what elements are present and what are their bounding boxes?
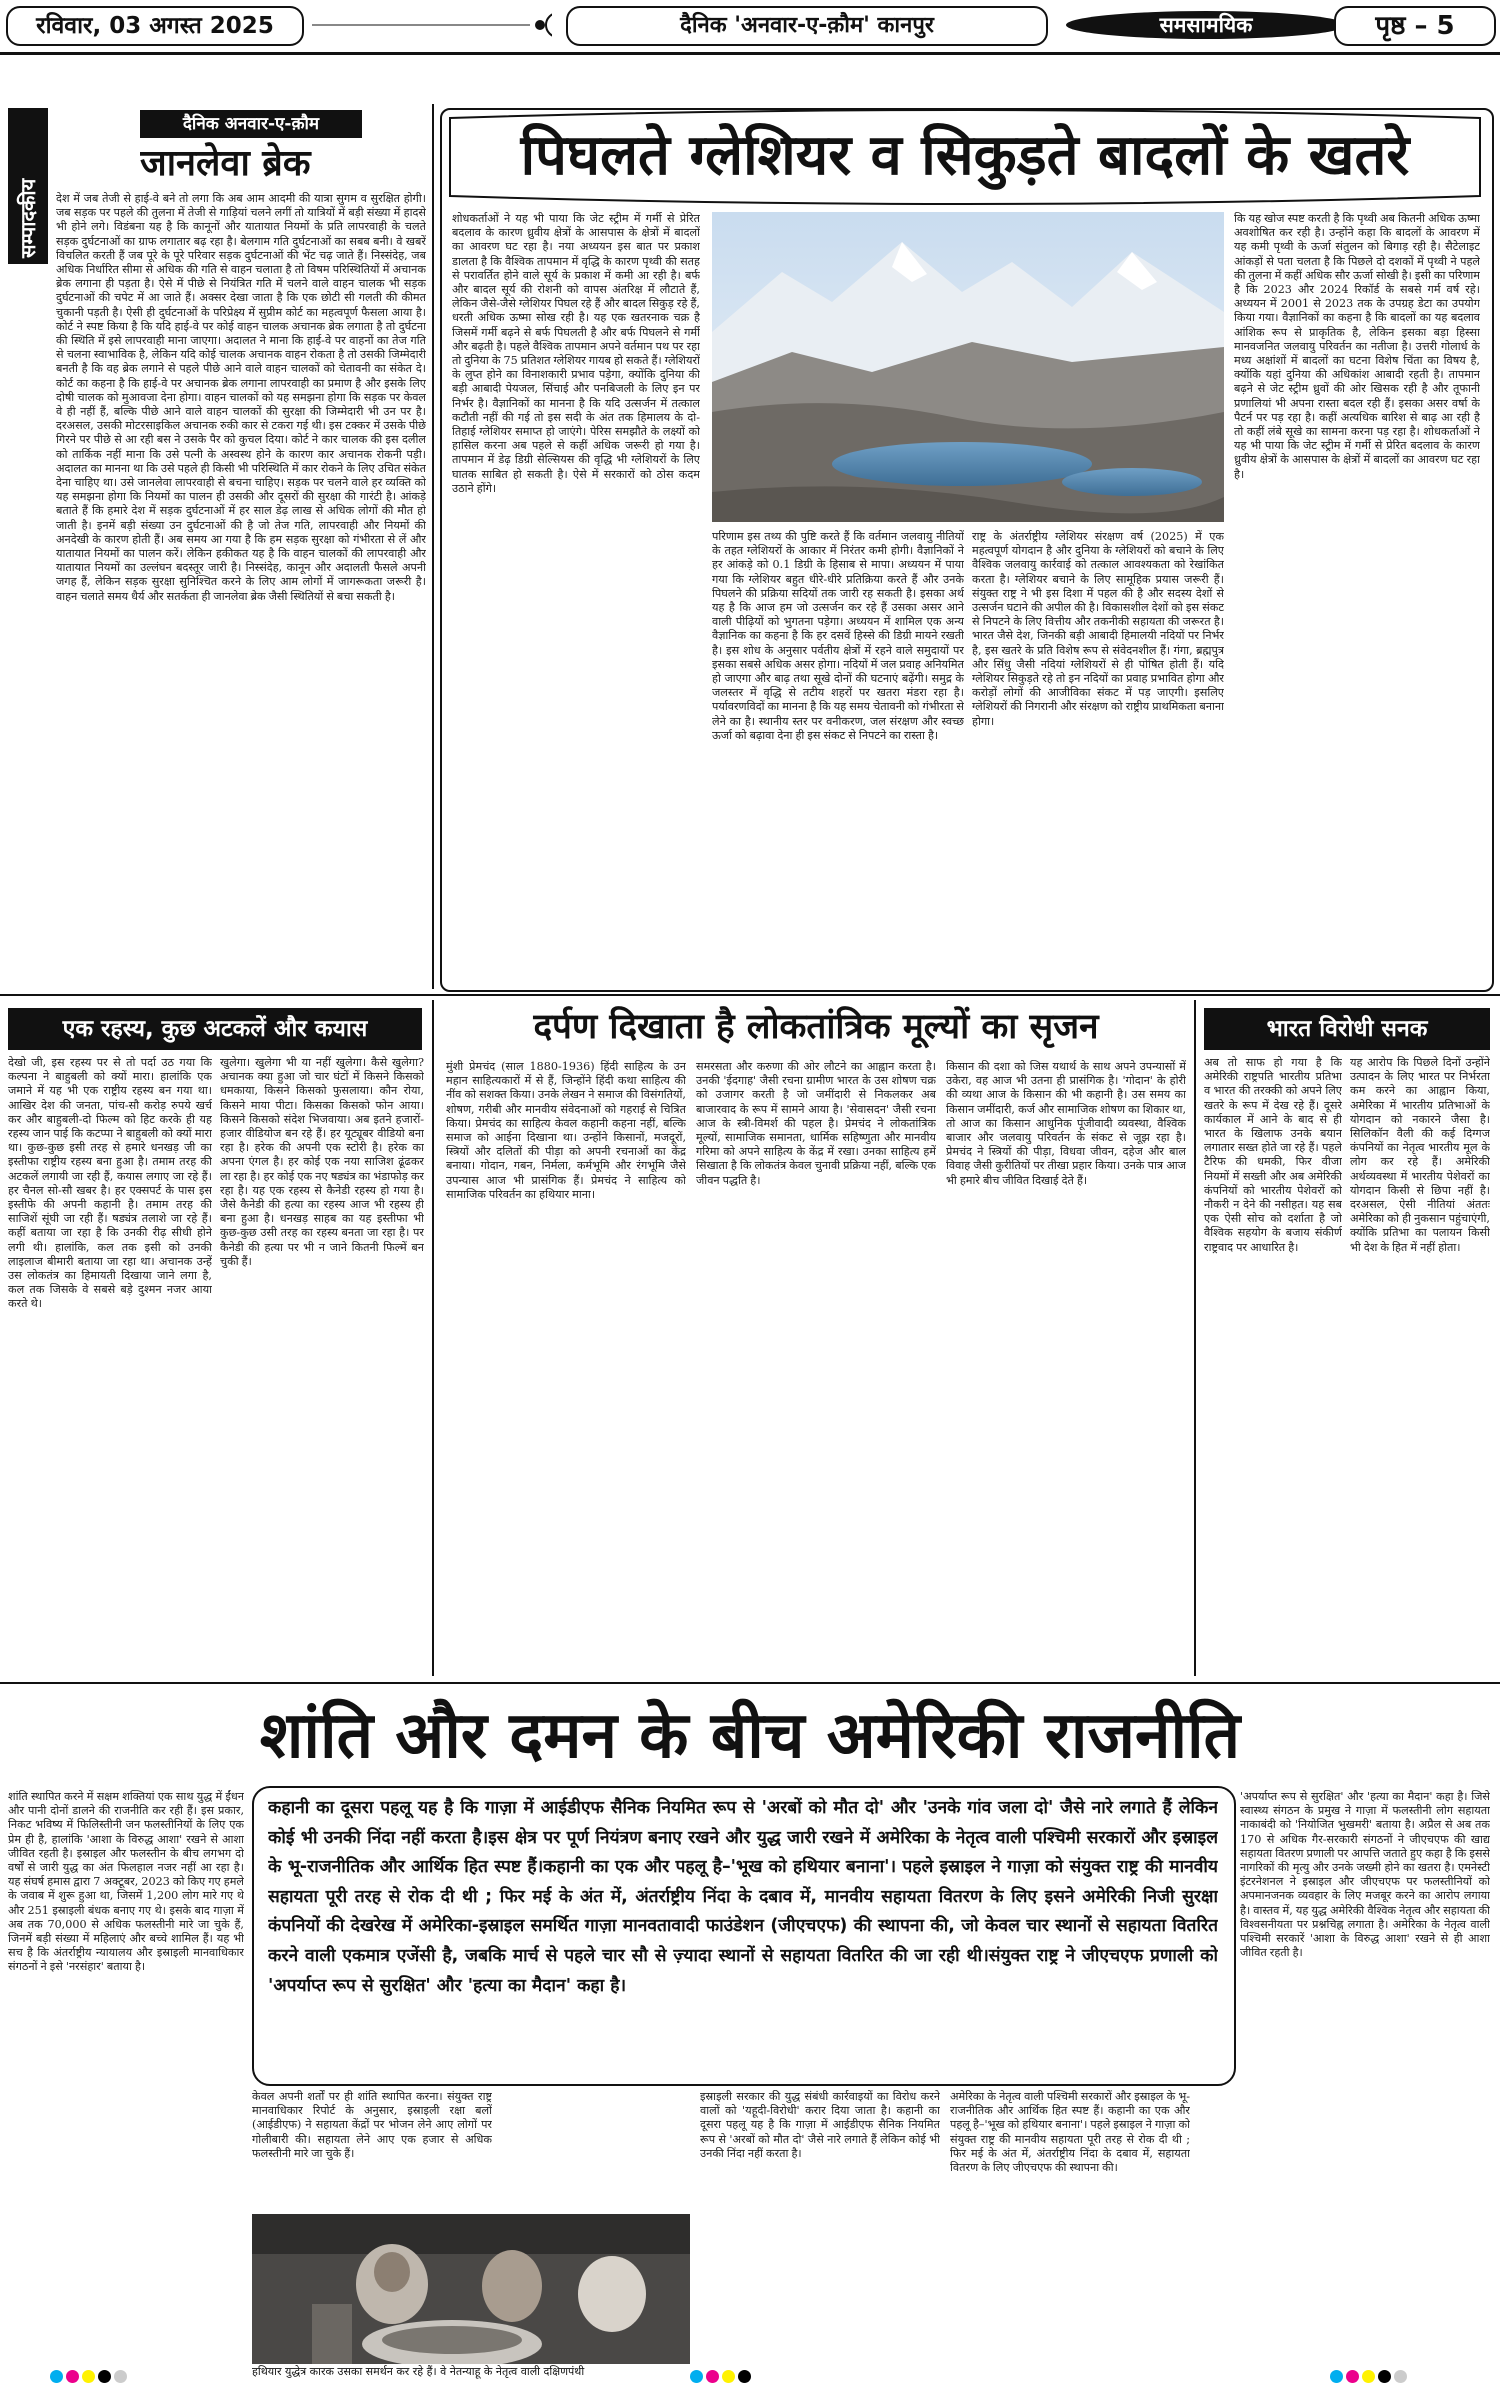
mystery-col-2: खुलेगा। खुलेगा भी या नहीं खुलेगा। कैसे खुलेगा? अचानक क्या हुआ जो चार घंटों में किसने किसको धमकाया, किसने किसको फुसलाया। कौन रोया, किसने माया पीटा। किसका किसको फोन आया। किसने किसको संदेश भिजवाया। अब इतने हजारों-हजार वीडियोज बन रहे हैं। हर यूट्यूबर वीडियो बना रहा है। हरेक की अपनी एक स्टोरी है। हरेक का अपना एंगल है। हर कोई एक नया साजिश ढूंढकर ला रहा है। हर कोई एक नए षड्यंत्र का भंडाफोड़ कर रहा है। यह एक रहस्य से कैनेडी रहस्य हो गया है। जैसे कैनेडी की हत्या का रहस्य आज भी रहस्य ही बना हुआ है। धनखड़ साहब का यह इस्तीफा भी कुछ-कुछ उसी तरह का रहस्य बनता जा रहा है। पर कैनेडी की हत्या पर भी न जाने कितनी फिल्में बन चुकी हैं। (220, 1056, 424, 1268)
america-right-col: 'अपर्याप्त रूप से सुरक्षित' और 'हत्या का मैदान' कहा है। जिसे स्वास्थ्य संगठन के प्रमुख ने गाज़ा में फलस्तीनी लोग सहायता नाकाबंदी को 'नियोजित भुखमरी' बताया है। अप्रैल से अब तक 170 से अधिक गैर-सरकारी संगठनों ने जीएचएफ की खाद्य सहायता वितरण प्रणाली पर आपत्ति जताते हुए कहा है कि इससे नागरिकों की मृत्यु और उनके जख्मी होने का खतरा है। एमनेस्टी इंटरनेशनल ने इस्राइल और जीएचएफ पर फलस्तीनियों को अपमानजनक व्यवहार के लिए मजबूर करने का आरोप लगाया है। वास्तव में, यह युद्ध अमेरिकी वैश्विक नेतृत्व और सहायता की विश्वसनीयता पर प्रश्नचिह्न लगाता है। अमेरिका के नेतृत्व वाली पश्चिमी सरकारें 'आशा के विरुद्ध आशा' रखने से ही आशा जीवित रहती है। (1240, 1790, 1490, 1960)
democracy-right-rule (1194, 1000, 1196, 1676)
lower-rule (0, 1682, 1500, 1684)
democracy-col-2: समरसता और करुणा की ओर लौटने का आह्वान करता है। उनकी 'ईदगाह' जैसी रचना ग्रामीण भारत के उस शोषण चक्र को उजागर करती है जो जमींदारी से निकलकर अब बाजारवाद के रूप में सामने आया है। 'सेवासदन' जैसी रचना आज के स्त्री-विमर्श की पहल है। प्रेमचंद ने लोकतांत्रिक मूल्यों, सामाजिक समानता, धार्मिक सहिष्णुता और मानवीय गरिमा को अपने साहित्य के केंद्र में रखा। उनका साहित्य हमें सिखाता है कि लोकतंत्र केवल चुनावी प्रक्रिया नहीं, बल्कि एक जीवन पद्धति है। (696, 1060, 936, 1187)
mystery-col-1: देखो जी, इस रहस्य पर से तो पर्दा उठ गया कि कल्पना ने बाहुबली को क्यों मारा। हालांकि एक जमाने में यह भी एक राष्ट्रीय रहस्य बन गया था। आखिर देश की जनता, पांच-सौ करोड़ रुपये खर्च कर और बाहुबली-दो फिल्म को हिट करके ही यह रहस्य जान पाई कि कटप्पा ने बाहुबली को क्यों मारा था। कुछ-कुछ इसी तरह से हमारे धनखड़ जी का इस्तीफा राष्ट्रीय रहस्य बना हुआ है। तमाम तरह की अटकलें लगायी जा रही हैं, कयास लगाए जा रहे हैं। हर चैनल सो-सौ खबर है। हर एक्सपर्ट के पास इस इस्तीफे की अपनी कहानी है। तमाम तरह की साजिशें सूंघी जा रही हैं। षड्यंत्र तलाशे जा रहे हैं। कहीं बताया जा रहा है कि उनकी रीढ़ सीधी होने लगी थी। हालांकि, कल तक इसी को उनकी लाइलाज बीमारी बताया जा रहा था। अचानक उन्हें उस लोकतंत्र का हिमायती दिखाया जाने लगा है, कल तक जिसके वे सबसे बड़े दुश्मन नजर आया करते थे। (8, 1056, 212, 1311)
gaza-photo (252, 2214, 690, 2364)
america-mid-col-2: इस्राइली सरकार की युद्ध संबंधी कार्रवाइयों का विरोध करने वालों को 'यहूदी-विरोधी' करार दिया जाता है। कहानी का दूसरा पहलू यह है कि गाज़ा में आईडीएफ सैनिक नियमित रूप से 'अरबों को मौत दो' जैसे नारे लगाते हैं लेकिन कोई भी उनकी निंदा नहीं करता है। (700, 2090, 940, 2160)
america-title: शांति और दमन के बीच अमेरिकी राजनीति (259, 1699, 1241, 1773)
masthead-ornament-left (312, 12, 552, 38)
editorial-source: दैनिक अनवार-ए-क़ौम (140, 110, 362, 138)
gaza-photo-caption: हथियार युद्धेत्र कारक उसका समर्थन कर रहे हैं। वे नेतन्याहू के नेतृत्व वाली दक्षिणपंथी (252, 2365, 585, 2378)
democracy-title: दर्पण दिखाता है लोकतांत्रिक मूल्यों का सृजन (533, 1007, 1099, 1047)
paper-name-box: दैनिक 'अनवार-ए-क़ौम' कानपुर (566, 6, 1048, 46)
glacier-col-3: राष्ट्र के अंतर्राष्ट्रीय ग्लेशियर संरक्षण वर्ष (2025) में एक महत्वपूर्ण योगदान है और दुनिया के ग्लेशियरों को बचाने के लिए वैश्विक जलवायु कार्रवाई को तत्काल आवश्यकता को रेखांकित करता है। ग्लेशियर बचाने के लिए सामूहिक प्रयास जरूरी हैं। संयुक्त राष्ट्र ने भी इस दिशा में पहल की है और सदस्य देशों से उत्सर्जन घटाने की अपील की है। विकासशील देशों को इस संकट से निपटने के लिए वित्तीय और तकनीकी सहायता की जरूरत है। भारत जैसे देश, जिनकी बड़ी आबादी हिमालयी नदियों पर निर्भर है, इस खतरे के प्रति विशेष रूप से संवेदनशील हैं। गंगा, ब्रह्मपुत्र और सिंधु जैसी नदियां ग्लेशियरों से ही पोषित होती हैं। यदि ग्लेशियर सिकुड़ते रहे तो इन नदियों का प्रवाह प्रभावित होगा और करोड़ों लोगों की आजीविका संकट में पड़ जाएगी। इसलिए ग्लेशियरों की निगरानी और संरक्षण को राष्ट्रीय प्राथमिकता बनाना होगा। (972, 530, 1224, 728)
democracy-col-1: मुंशी प्रेमचंद (साल 1880-1936) हिंदी साहित्य के उन महान साहित्यकारों में से हैं, जिन्होंने हिंदी कथा साहित्य की नींव को सशक्त किया। उनके लेखन ने समाज की विसंगतियों, शोषण, गरीबी और मानवीय संवेदनाओं को गहराई से चित्रित किया। प्रेमचंद का साहित्य केवल कहानी कहना नहीं, बल्कि समाज को आईना दिखाना था। उन्होंने किसानों, मजदूरों, स्त्रियों और दलितों की पीड़ा को अपनी रचनाओं का केंद्र बनाया। गोदान, गबन, निर्मला, कर्मभूमि और रंगभूमि जैसे उपन्यास आज भी प्रासंगिक हैं। प्रेमचंद ने साहित्य को सामाजिक परिवर्तन का हथियार माना। (446, 1060, 686, 1201)
america-mid-col-3: अमेरिका के नेतृत्व वाली पश्चिमी सरकारों और इस्राइल के भू-राजनीतिक और आर्थिक हित स्पष्ट हैं। कहानी का एक और पहलू है–'भूख को हथियार बनाना'। पहले इस्राइल ने गाज़ा को संयुक्त राष्ट्र की मानवीय सहायता पूरी तरह से रोक दी थी ; फिर मई के अंत में, अंतर्राष्ट्रीय निंदा के दबाव में, सहायता वितरण के लिए जीएचएफ की स्थापना की। (950, 2090, 1190, 2175)
mystery-right-rule (432, 1000, 434, 1676)
glacier-photo (712, 212, 1224, 522)
editorial-side-label: सम्पादकीय (8, 108, 48, 264)
anti-india-col-2: यह आरोप कि पिछले दिनों उन्होंने उत्पादन के लिए भारत पर निर्भरता कम करने का आह्वान किया, अमेरिका में भारतीय प्रतिभाओं के योगदान को नकारने जैसा है। सिलिकॉन वैली की कई दिग्गज कंपनियों का नेतृत्व भारतीय मूल के लोग कर रहे हैं। अमेरिकी अर्थव्यवस्था में भारतीय पेशेवरों का योगदान किसी से छिपा नहीं है। दरअसल, ऐसी नीतियां अंततः अमेरिका को ही नुकसान पहुंचाएंगी, क्योंकि प्रतिभा का पलायन किसी भी देश के हित में नहीं होता। (1350, 1056, 1490, 1254)
editorial-title: जानलेवा ब्रेक (140, 143, 311, 184)
header-rule (0, 52, 1500, 55)
america-left-col: शांति स्थापित करने में सक्षम शक्तियां एक साथ युद्ध में ईंधन और पानी दोनों डालने की राजनीति कर रही हैं। इस प्रकार, निकट भविष्य में फिलिस्तीनी जन फलस्तीनियों के लिए एक प्रेम ही है, हालांकि 'आशा के विरुद्ध आशा' रखने से आशा जीवित रहती है। इस्राइल और फलस्तीन के बीच लगभग दो वर्षों से जारी युद्ध का अंत फिलहाल नजर नहीं आ रहा है। यह संघर्ष हमास द्वारा 7 अक्टूबर, 2023 को किए गए हमले के जवाब में शुरू हुआ था, जिसमें 1,200 लोग मारे गए थे और 251 इस्राइली बंधक बनाए गए थे। इसके बाद गाज़ा में अब तक 70,000 से अधिक फलस्तीनी मारे जा चुके हैं, जिनमें बड़ी संख्या में महिलाएं और बच्चे शामिल हैं। यह भी सच है कि अंतर्राष्ट्रीय न्यायालय और इस्राइली मानवाधिकार संगठनों ने इसे 'नरसंहार' बताया है। (8, 1790, 244, 1974)
page-header (0, 0, 1500, 50)
print-color-marks-left (50, 2368, 170, 2384)
america-quote: कहानी का दूसरा पहलू यह है कि गाज़ा में आईडीएफ सैनिक नियमित रूप से 'अरबों को मौत दो' और 'उनके गांव जला दो' जैसे नारे लगाते हैं लेकिन कोई भी उनकी निंदा नहीं करता है।इस क्षेत्र पर पूर्ण नियंत्रण बनाए रखने और युद्ध जारी रखने में अमेरिका के नेतृत्व वाली पश्चिमी सरकारों और इस्राइल के भू-राजनीतिक और आर्थिक हित स्पष्ट हैं।कहानी का एक और पहलू है–'भूख को हथियार बनाना'। पहले इस्राइल ने गाज़ा को संयुक्त राष्ट्र की मानवीय सहायता पूरी तरह से रोक दी थी ; फिर मई के अंत में, अंतर्राष्ट्रीय निंदा के दबाव में, मानवीय सहायता वितरण के लिए इसने अमेरिकी निजी सुरक्षा कंपनियों की देखरेख में अमेरिका-इस्राइल समर्थित गाज़ा मानवतावादी फाउंडेशन (जीएचएफ) की स्थापना की, जो केवल चार स्थानों से सहायता वितरित करने वाली एकमात्र एजेंसी है, जबकि मार्च से पहले चार सौ से ज़्यादा स्थानों से सहायता वितरित की जा रही थी।संयुक्त राष्ट्र ने जीएचएफ प्रणाली को 'अपर्याप्त रूप से सुरक्षित' और 'हत्या का मैदान' कहा है। (268, 1798, 1218, 1996)
print-color-marks-center (690, 2368, 810, 2384)
mid-rule (0, 994, 1500, 996)
america-mid-col-1: केवल अपनी शर्तों पर ही शांति स्थापित करना। संयुक्त राष्ट्र मानवाधिकार रिपोर्ट के अनुसार, इस्राइली रक्षा बलों (आईडीएफ) ने सहायता केंद्रों पर भोजन लेने आए लोगों पर गोलीबारी की। सहायता लेने आए एक हजार से अधिक फलस्तीनी मारे जा चुके हैं। (252, 2090, 492, 2160)
editorial-right-rule (432, 104, 434, 989)
anti-india-col-1: अब तो साफ हो गया है कि अमेरिकी राष्ट्रपति भारतीय प्रतिभा व भारत की तरक्की को अपने लिए खतरे के रूप में देख रहे हैं। दूसरे कार्यकाल में आने के बाद से ही भारत के खिलाफ उनके बयान लगातार सख्त होते जा रहे हैं। पहले टैरिफ की धमकी, फिर वीजा नियमों में सख्ती और अब अमेरिकी कंपनियों को भारतीय पेशेवरों को नौकरी न देने की नसीहत। यह सब एक ऐसी सोच को दर्शाता है जो वैश्विक सहयोग के बजाय संकीर्ण राष्ट्रवाद पर आधारित है। (1204, 1056, 1342, 1254)
page-number-box: पृष्ठ – 5 (1334, 6, 1496, 46)
section-name: समसामयिक (1159, 13, 1253, 37)
democracy-col-3: किसान की दशा को जिस यथार्थ के साथ अपने उपन्यासों में उकेरा, वह आज भी उतना ही प्रासंगिक है। 'गोदान' के होरी की व्यथा आज के किसान की भी कहानी है। उस समय का किसान जमींदारी, कर्ज और सामाजिक शोषण का शिकार था, तो आज का किसान आधुनिक पूंजीवादी व्यवस्था, वैश्विक बाजार और जलवायु परिवर्तन के संकट से जूझ रहा है। प्रेमचंद ने स्त्रियों की पीड़ा, विधवा जीवन, दहेज और बाल विवाह जैसी कुरीतियों पर तीखा प्रहार किया। उनके पात्र आज भी हमारे बीच जीवित दिखाई देते हैं। (946, 1060, 1186, 1187)
glacier-col-2: परिणाम इस तथ्य की पुष्टि करते हैं कि वर्तमान जलवायु नीतियों के तहत ग्लेशियरों के आकार में निरंतर कमी होगी। वैज्ञानिकों ने हर आंकड़े को 0.1 डिग्री के हिसाब से मापा। अध्ययन में पाया गया कि ग्लेशियर बहुत धीरे-धीरे प्रतिक्रिया करते हैं और उनके पिघलने की प्रक्रिया सदियों तक जारी रह सकती है। इसका अर्थ यह है कि आज हम जो उत्सर्जन कर रहे हैं उसका असर आने वाली पीढ़ियों को भुगतना पड़ेगा। अध्ययन में शामिल एक अन्य वैज्ञानिक का कहना है कि हर दसवें हिस्से की डिग्री मायने रखती है। इस शोध के अनुसार पर्वतीय क्षेत्रों में रहने वाले समुदायों पर इसका सबसे अधिक असर होगा। नदियों में जल प्रवाह अनियमित हो जाएगा और बाढ़ तथा सूखे दोनों की घटनाएं बढ़ेंगी। समुद्र के जलस्तर में वृद्धि से तटीय शहरों पर खतरा मंडरा रहा है। पर्यावरणविदों का मानना है कि यह समय चेतावनी को गंभीरता से लेने का है। स्थानीय स्तर पर वनीकरण, जल संरक्षण और स्वच्छ ऊर्जा को बढ़ावा देना ही इस संकट से निपटने का रास्ता है। (712, 530, 964, 742)
anti-india-title: भारत विरोधी सनक (1204, 1008, 1490, 1050)
print-color-marks-right (1330, 2368, 1450, 2384)
editorial-body: देश में जब तेजी से हाई-वे बने तो लगा कि अब आम आदमी की यात्रा सुगम व सुरक्षित होगी। जब सड़क पर पहले की तुलना में तेजी से गाड़ियां चलने लगीं तो यात्रियों में बड़ी संख्या में हादसे भी होने लगे। विडंबना यह है कि कानूनों और यातायात नियमों के प्रति लापरवाही के चलते सड़क दुर्घटनाओं का ग्राफ लगातार बढ़ रहा है। बेलगाम गति दुर्घटनाओं का सबब बनी। वे खबरें विचलित करती हैं जब पूरे के पूरे परिवार सड़क दुर्घटनाओं की भेंट चढ़ जाते हैं। निस्संदेह, जब अधिक निर्धारित सीमा से अधिक की गति से वाहन चलाता है तो विषम परिस्थितियों में अचानक ब्रेक लगाना ही पड़ता है। ऐसे में पीछे से नियंत्रित गति में चलने वाले वाहन चालक भी सड़क दुर्घटनाओं की चपेट में आ जाते हैं। अक्सर देखा जाता है कि एक छोटी सी गलती की कीमत चुकानी पड़ती है। ऐसी ही दुर्घटनाओं के परिप्रेक्ष्य में सुप्रीम कोर्ट का महत्वपूर्ण फैसला आया है। कोर्ट ने स्पष्ट किया है कि यदि हाई-वे पर कोई वाहन चालक अचानक ब्रेक लगाता है तो दुर्घटना की स्थिति में इसे लापरवाही माना जाएगा। अदालत ने माना कि हाई-वे पर वाहनों का तेज गति से चलना स्वाभाविक है, लेकिन यदि कोई चालक अचानक वाहन रोकता है तो उसकी जिम्मेदारी बनती है कि वह ब्रेक लगाने से पहले पीछे आने वाले वाहन चालकों को चेतावनी का संकेत दे। कोर्ट का कहना है कि हाई-वे पर अचानक ब्रेक लगाना लापरवाही का प्रमाण है और इसके लिए दोषी चालक को मुआवजा देना होगा। वाहन चालकों को यह समझना होगा कि सड़क पर केवल वे ही नहीं हैं, बल्कि पीछे आने वाले वाहन चालकों की सुरक्षा की जिम्मेदारी भी उन पर है। दरअसल, उसकी मोटरसाइकिल अचानक रुकी कार से टकरा गई थी। इस टक्कर में उसके पीछे गिरने पर पीछे से आ रही बस ने उसके पैर को कुचल दिया। कोर्ट ने कार चालक की इस दलील को तार्किक नहीं माना कि उसे पत्नी के अस्वस्थ होने के कारण कार अचानक रोकनी पड़ी। अदालत का मानना था कि उसे पहले ही किसी भी परिस्थिति में कार रोकने के लिए उचित संकेत देना चाहिए था। उसे जानलेवा लापरवाही से बचना चाहिए। सड़क पर चलने वाले हर व्यक्ति को यह समझना होगा कि नियमों का पालन ही उसकी और दूसरों की सुरक्षा की गारंटी है। आंकड़े बताते हैं कि हमारे देश में सड़क दुर्घटनाओं में हर साल डेढ़ लाख से अधिक लोगों की मौत हो जाती है। इनमें बड़ी संख्या उन दुर्घटनाओं की है जो तेज गति, लापरवाही और नियमों की अनदेखी के कारण होती हैं। अब समय आ गया है कि हम सड़क सुरक्षा को गंभीरता से लें और यातायात नियमों का पालन करें। लेकिन हकीकत यह है कि वाहन चालकों की लापरवाही और यातायात नियमों का उल्लंघन बदस्तूर जारी है। निस्संदेह, कानून और अदालती फैसले अपनी जगह हैं, लेकिन सड़क सुरक्षा सुनिश्चित करने के लिए आम लोगों में जागरूकता जरूरी है। वाहन चलाते समय धैर्य और सतर्कता ही जानलेवा ब्रेक जैसी स्थितियों से बचा सकती है। (56, 192, 426, 603)
glacier-col-1: शोधकर्ताओं ने यह भी पाया कि जेट स्ट्रीम में गर्मी से प्रेरित बदलाव के कारण ध्रुवीय क्षेत्रों के आसपास के क्षेत्रों में बादलों का आवरण घट रहा है। नया अध्ययन इस बात पर प्रकाश डालता है कि वैश्विक तापमान में वृद्धि के कारण पृथ्वी की सतह से परावर्तित होने वाले सूर्य के प्रकाश में कमी आ रही है। बर्फ और बादल सूर्य की रोशनी को वापस अंतरिक्ष में लौटाते हैं, लेकिन जैसे-जैसे ग्लेशियर पिघल रहे हैं और बादल सिकुड़ रहे हैं, धरती अधिक ऊष्मा सोख रही है। यह एक खतरनाक चक्र है जिसमें गर्मी बढ़ने से बर्फ पिघलती है और बर्फ पिघलने से गर्मी और बढ़ती है। पहले वैश्विक तापमान अपने वर्तमान पथ पर रहा तो दुनिया के 75 प्रतिशत ग्लेशियर गायब हो सकते हैं। ग्लेशियरों के लुप्त होने का विनाशकारी प्रभाव पड़ेगा, क्योंकि दुनिया की बड़ी आबादी पेयजल, सिंचाई और पनबिजली के लिए इन पर निर्भर है। वैज्ञानिकों का मानना है कि यदि उत्सर्जन में तत्काल कटौती नहीं की गई तो इस सदी के अंत तक हिमालय के दो-तिहाई ग्लेशियर समाप्त हो जाएंगे। पेरिस समझौते के लक्ष्यों को हासिल करना अब पहले से कहीं अधिक जरूरी हो गया है। तापमान में डेढ़ डिग्री सेल्सियस की वृद्धि भी ग्लेशियरों के लिए घातक साबित हो सकती है। ऐसे में सरकारों को ठोस कदम उठाने होंगे। (452, 212, 700, 495)
date-box: रविवार, 03 अगस्त 2025 (6, 6, 304, 46)
mystery-title: एक रहस्य, कुछ अटकलें और कयास (8, 1008, 422, 1050)
glacier-col-4: कि यह खोज स्पष्ट करती है कि पृथ्वी अब कितनी अधिक ऊष्मा अवशोषित कर रही है। उन्होंने कहा कि बादलों के आवरण में यह कमी पृथ्वी के ऊर्जा संतुलन को बिगाड़ रही है। सैटेलाइट आंकड़ों से पता चलता है कि पिछले दो दशकों में पृथ्वी ने पहले की तुलना में कहीं अधिक सौर ऊर्जा सोखी है। इसी का परिणाम है कि 2023 और 2024 रिकॉर्ड के सबसे गर्म वर्ष रहे। अध्ययन में 2001 से 2023 तक के उपग्रह डेटा का उपयोग किया गया। वैज्ञानिकों का कहना है कि बादलों का यह बदलाव आंशिक रूप से प्राकृतिक है, लेकिन इसका बड़ा हिस्सा मानवजनित जलवायु परिवर्तन का नतीजा है। उत्तरी गोलार्ध के मध्य अक्षांशों में बादलों का घटना विशेष चिंता का विषय है, क्योंकि यहां दुनिया की अधिकांश आबादी रहती है। तापमान बढ़ने से जेट स्ट्रीम ध्रुवों की ओर खिसक रही है और तूफानी प्रणालियां भी अपना रास्ता बदल रही हैं। इसका असर वर्षा के पैटर्न पर पड़ रहा है। कहीं अत्यधिक बारिश से बाढ़ आ रही है तो कहीं लंबे सूखे का सामना करना पड़ रहा है। शोधकर्ताओं ने यह भी पाया कि जेट स्ट्रीम में गर्मी से प्रेरित बदलाव के कारण ध्रुवीय क्षेत्रों के आसपास के क्षेत्रों में बादलों का आवरण घट रहा है। (1234, 212, 1480, 481)
glacier-title: पिघलते ग्लेशियर व सिकुड़ते बादलों के खतरे (520, 123, 1410, 188)
